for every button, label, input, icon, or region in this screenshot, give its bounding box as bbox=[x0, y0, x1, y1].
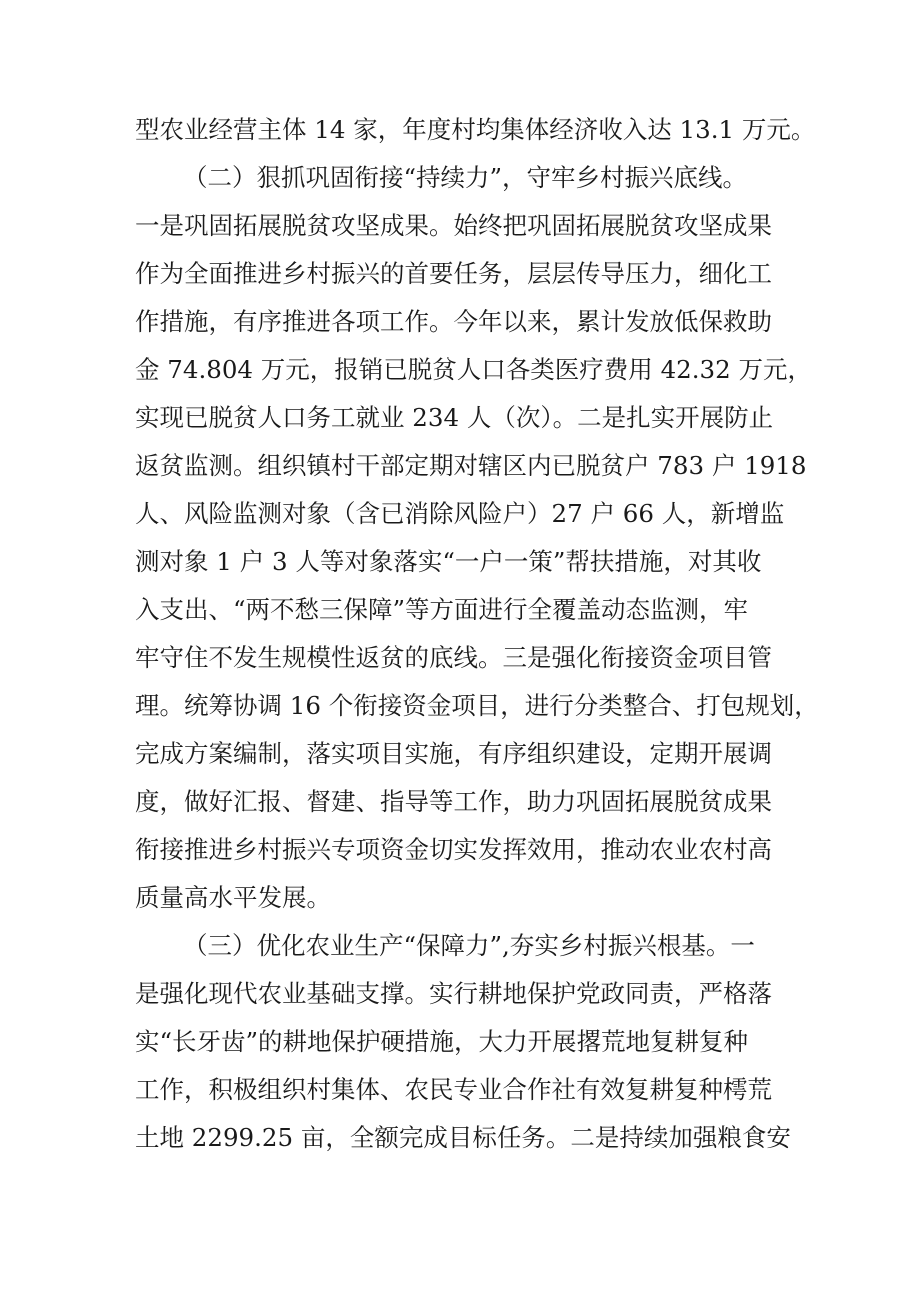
text-line: 作为全面推进乡村振兴的首要任务，层层传导压力，细化工 bbox=[135, 259, 772, 288]
text-line: 实“长牙齿”的耕地保护硬措施，大力开展撂荒地复耕复种 bbox=[135, 1027, 749, 1056]
text-line: 质量高水平发展。 bbox=[135, 883, 331, 912]
text-line: 返贫监测。组织镇村干部定期对辖区内已脱贫户 783 户 1918 bbox=[135, 451, 807, 480]
text-line: 一是巩固拓展脱贫攻坚成果。始终把巩固拓展脱贫攻坚成果 bbox=[135, 211, 772, 240]
text-line: 作措施，有序推进各项工作。今年以来，累计发放低保救助 bbox=[135, 307, 772, 336]
text-line: 型农业经营主体 14 家，年度村均集体经济收入达 13.1 万元。 bbox=[135, 115, 816, 144]
text-line: 入支出、“两不愁三保障”等方面进行全覆盖动态监测，牢 bbox=[135, 595, 749, 624]
text-line: 土地 2299.25 亩，全额完成目标任务。二是持续加强粮食安 bbox=[135, 1123, 791, 1152]
text-line: 度，做好汇报、督建、指导等工作，助力巩固拓展脱贫成果 bbox=[135, 787, 772, 816]
text-line: 牢守住不发生规模性返贫的底线。三是强化衔接资金项目管 bbox=[135, 643, 772, 672]
text-line: 测对象 1 户 3 人等对象落实“一户一策”帮扶措施，对其收 bbox=[135, 547, 762, 576]
text-line: 衔接推进乡村振兴专项资金切实发挥效用，推动农业农村高 bbox=[135, 835, 772, 864]
text-line: 实现已脱贫人口务工就业 234 人（次）。二是扎实开展防止 bbox=[135, 403, 774, 432]
text-line: 工作，积极组织村集体、农民专业合作社有效复耕复种樗荒 bbox=[135, 1075, 772, 1104]
section-heading-3: （三）优化农业生产“保障力”,夯实乡村振兴根基。一 bbox=[183, 931, 755, 960]
section-heading-2: （二）狠抓巩固衔接“持续力”，守牢乡村振兴底线。 bbox=[183, 163, 748, 192]
text-line: 完成方案编制，落实项目实施，有序组织建设，定期开展调 bbox=[135, 739, 772, 768]
text-line: 理。统筹协调 16 个衔接资金项目，进行分类整合、打包规划， bbox=[135, 691, 819, 720]
text-line: 人、风险监测对象（含已消除风险户）27 户 66 人，新增监 bbox=[135, 499, 785, 528]
text-line: 金 74.804 万元，报销已脱贫人口各类医疗费用 42.32 万元， bbox=[135, 355, 813, 384]
text-line: 是强化现代农业基础支撑。实行耕地保护党政同责，严格落 bbox=[135, 979, 772, 1008]
